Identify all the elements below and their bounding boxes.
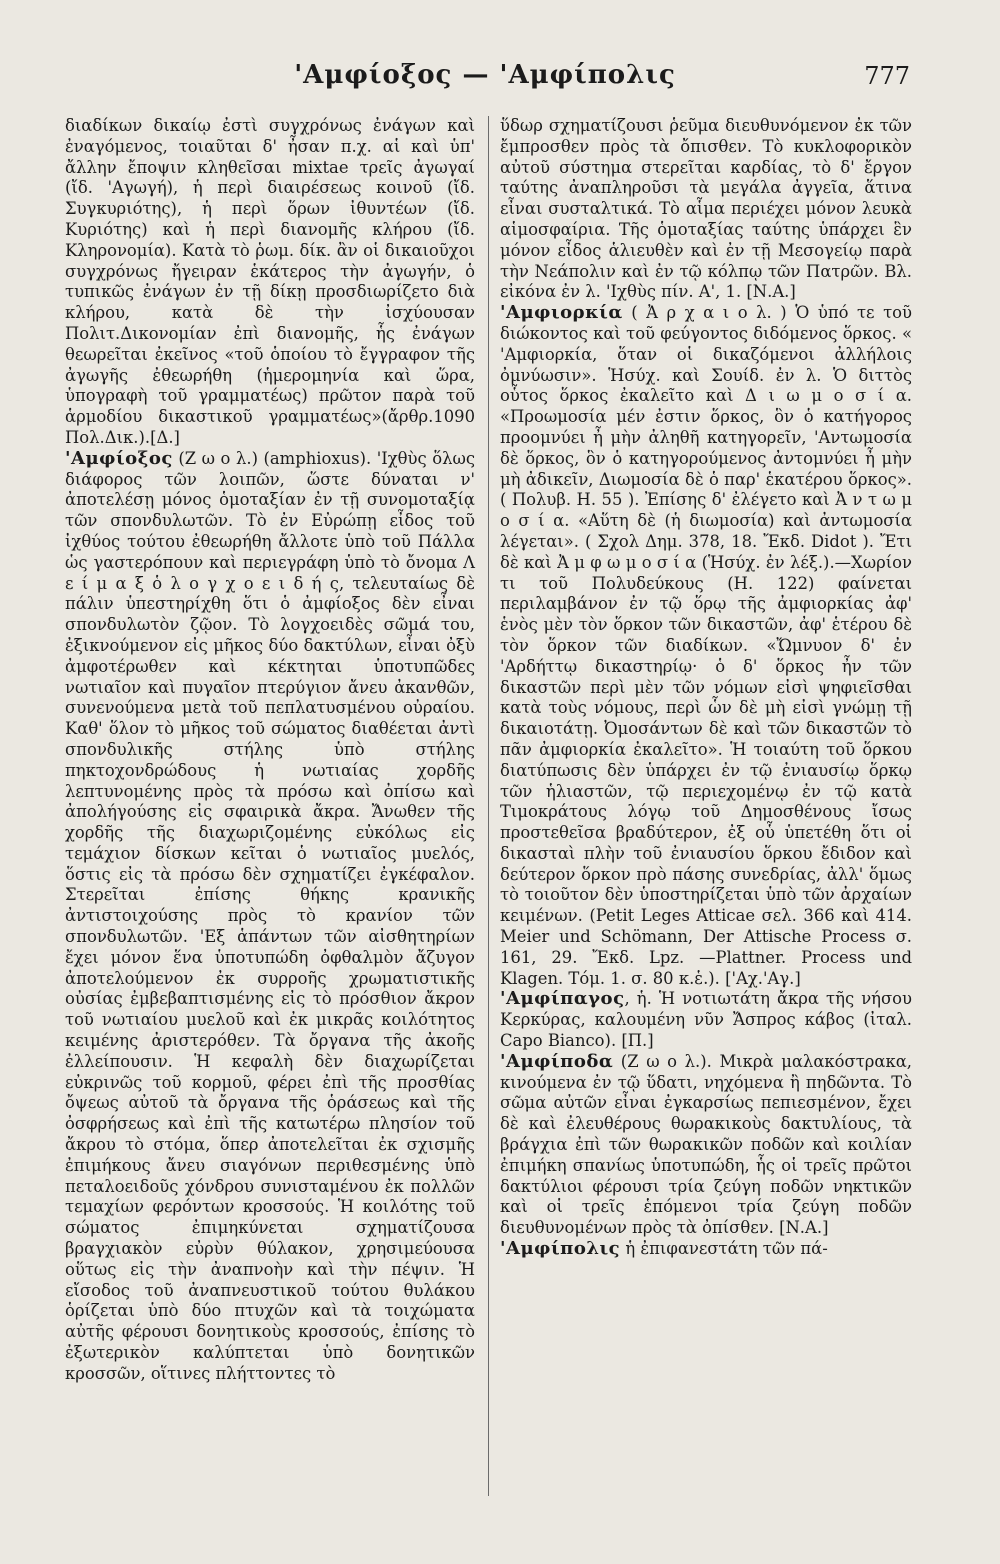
entry-text: διαδίκων δικαίῳ ἐστὶ συγχρόνως ἐνάγων καὶ ἐναγόμενος, τοιαῦται δ' ἦσαν π.χ. αἱ καὶ ὑπ' ἄλλην ἔποψιν κληθεῖσαι mixtae τρεῖς ἀγωγαί (ἴδ. 'Αγωγή), ἡ περὶ διαιρέσεως κοινοῦ (ἴδ. Συγκυριότης), ἡ περὶ ὅρων ἰθυντέων (ἴδ. Κυριότης) καὶ ἡ περὶ διανομῆς κλήρου (ἴδ. Κληρονομία). Κατὰ τὸ ῥωμ. δίκ. ἂν οἱ δικαιοῦχοι συγχρόνως ἤγειραν ἑκάτερος τὴν ἀγωγήν, ὁ τυπικῶς ἐνάγων ἐν τῇ δίκῃ προσδιωρίζετο διὰ κλήρου, κατὰ δὲ τὴν ἰσχύουσαν Πολιτ.Δικονομίαν ἐπὶ διανομῆς, ἧς ἐνάγων θεωρεῖται ἐκεῖνος «τοῦ ὁποίου τὸ ἔγγραφον τῆς ἀγωγῆς ἐθεωρήθη (ἡμερομηνία καὶ ὥρα, ὑπογραφὴ τοῦ γραμματέως) πρῶτον παρὰ τοῦ ἁρμοδίου δικαστικοῦ γραμματέως»(ἄρθρ.1090 Πολ.Δικ.).[Δ.] [65,116,475,447]
entry-lemma: 'Αμφίοξος [65,447,173,469]
page-number: 777 [864,62,910,90]
entry-lemma: 'Αμφίπολις [500,1238,621,1260]
entry-text: (Ζ ω ο λ.) (amphioxus). 'Ιχθὺς ὅλως διάφορος τῶν λοιπῶν, ὥστε δύναται ν' ἀποτελέσῃ μόνος ὁμοταξίαν ἐν τῇ συνομοταξίᾳ τῶν σπονδυλωτῶν. Τὸ ἐν Εὐρώπῃ εἶδος τοῦ ἰχθύος τούτου ἐθεωρήθη ἄλλοτε ὑπὸ τοῦ Πάλλα ὡς γαστερόπουν καὶ περιεγράφη ὑπὸ τὸ ὄνομα Λ ε ί μ α ξ ὁ λ ο γ χ ο ε ι δ ή ς, τελευταίως δὲ πάλιν ὑπεστηρίχθη ὅτι ὁ ἀμφίοξος δὲν εἶναι σπονδυλωτὸν ζῷον. Τὸ λογχοειδὲς σῶμά του, ἐξικνούμενον εἰς μῆκος δύο δακτύλων, εἶναι ὀξὺ ἀμφοτέρωθεν καὶ κέκτηται ὑποτυπῶδες νωτιαῖον καὶ πυγαῖον πτερύγιον ἄνευ ἀκανθῶν, συνενούμενα μετὰ τοῦ πεπλατυσμένου οὐραίου. Καθ' ὅλον τὸ μῆκος τοῦ σώματος διαθέεται ἀντὶ σπονδυλικῆς στήλης ὑπὸ στήλης πηκτοχονδρώδους ἡ νωτιαίας χορδῆς λεπτυνομένης πρὸς τὰ πρόσω καὶ ὀπίσω καὶ ἀπολήγούσης εἰς σφαιρικὰ ἄκρα. Ἄνωθεν τῆς χορδῆς τῆς διαχωριζομένης εὐκόλως εἰς τεμάχιον δίσκων κεῖται ὁ νωτιαῖος μυελός, ὅστις εἰς τὰ πρόσω δὲν σχηματίζει ἐγκέφαλον. Στερεῖται ἐπίσης θήκης κρανικῆς ἀντιστοιχούσης πρὸς τὸ κρανίον τῶν σπονδυλωτῶν. 'Εξ ἁπάντων τῶν αἰσθητηρίων ἔχει μόνον ἕνα ὑποτυπώδη ὀφθαλμὸν ἄζυγον ἀποτελούμενον ἐκ συρροῆς χρωματιστικῆς οὐσίας ἐμβεβαπτισμένης εἰς τὸ πρόσθιον ἄκρον τοῦ νωτιαίου μυελοῦ καὶ ἐκ μικρᾶς κοιλότητος κειμένης ἀριστερόθεν. Τὰ ὄργανα τῆς ἀκοῆς ἐλλείπουσιν. Ἡ κεφαλὴ δὲν διαχωρίζεται εὐκρινῶς τοῦ κορμοῦ, φέρει ἐπὶ τῆς προσθίας ὄψεως αὐτοῦ τὰ ὄργανα τῆς ὁράσεως καὶ τῆς ὀσφρήσεως καὶ ἐπὶ τῆς κατωτέρω πλησίον τοῦ ἄκρου τὸ στόμα, ὅπερ ἀποτελεῖται ἐκ σχισμῆς ἐπιμήκους ἄνευ σιαγόνων περιθεσμένης ὑπὸ πεταλοειδοῦς χόνδρου συνισταμένου ἐκ πολλῶν τεμαχίων φερόντων κροσσούς. Ἡ κοιλότης τοῦ σώματος ἐπιμηκύνεται σχηματίζουσα βραγχιακὸν εὐρὺν θύλακον, χρησιμεύουσα οὕτως εἰς τὴν ἀναπνοὴν καὶ τὴν πέψιν. Ἡ εἴσοδος τοῦ ἀναπνευστικοῦ τούτου θυλάκου ὁρίζεται ὑπὸ δύο πτυχῶν καὶ τὰ τοιχώματα αὐτῆς φέρουσι δονητικοὺς κροσσούς, ἐπίσης τὸ ἐξωτερικὸν καλύπτεται ὑπὸ δονητικῶν κροσσῶν, οἵτινες πλήττοντες τὸ [65,448,475,1383]
entry-text: ἡ ἐπιφανεστάτη τῶν πά- [620,1239,828,1259]
entry-amphipoda [500,1052,912,1239]
entry-continuation [500,116,912,303]
entry-amphipolis [500,1239,912,1260]
entry-text: ὕδωρ σχηματίζουσι ῥεῦμα διευθυνόμενον ἐκ τῶν ἔμπροσθεν πρὸς τὰ ὄπισθεν. Τὸ κυκλοφορικὸν αὐτοῦ σύστημα στερεῖται καρδίας, τὸ δ' ἔργον ταύτης ἀναπληροῦσι τὰ μεγάλα ἀγγεῖα, ἅτινα εἶναι συσταλτικά. Τὸ αἷμα περιέχει μόνον λευκὰ αἱμοσφαίρια. Τῆς ὁμοταξίας ταύτης ὑπάρχει ἓν μόνον εἶδος ἁλιευθὲν καὶ ἐν τῇ Μεσογείῳ παρὰ τὴν Νεάπολιν καὶ ἐν τῷ κόλπῳ τῶν Πατρῶν. Βλ. εἰκόνα ἐν λ. 'Ιχθὺς πίν. Α', 1. [Ν.Α.] [500,116,912,302]
entry-text: , ἡ. Ἡ νοτιωτάτη ἄκρα τῆς νήσου Κερκύρας, καλουμένη νῦν Ἄσπρος κάβος (ἰταλ. Capo Bianco). [Π.] [500,989,912,1051]
entry-lemma: 'Αμφίποδα [500,1050,614,1072]
left-column [65,116,475,1385]
right-column [500,116,912,1260]
entry-lemma: 'Αμφίπαγος [500,988,625,1010]
entry-text: ( Ἀ ρ χ α ι ο λ. ) Ὁ ὑπό τε τοῦ διώκοντος καὶ τοῦ φεύγοντος διδόμενος ὅρκος. « 'Αμφιορκία, ὅταν οἱ δικαζόμενοι ἀλλήλοις ὀμνύωσιν». Ἡσύχ. καὶ Σουίδ. ἐν λ. Ὁ διττὸς οὗτος ὅρκος ἐκαλεῖτο καὶ Δ ι ω μ ο σ ί α. «Προωμοσία μέν ἐστιν ὅρκος, ὃν ὁ κατήγορος προομνύει ἦ μὴν ἀληθῆ κατηγορεῖν, 'Αντωμοσία δὲ ὅρκος, ὃν ὁ κατηγορούμενος ἀντομνύει ἦ μὴν μὴ ἀδικεῖν, Διωμοσία δὲ ὁ παρ' ἑκατέρου ὅρκος». ( Πολυβ. Η. 55 ). Ἐπίσης δ' ἐλέγετο καὶ Ἀ ν τ ω μ ο σ ί α. «Αὕτη δὲ (ἡ διωμοσία) καὶ ἀντωμοσία λέγεται». ( Σχολ Δημ. 378, 18. Ἔκδ. Didot ). Ἔτι δὲ καὶ Ἀ μ φ ω μ ο σ ί α (Ἡσύχ. ἐν λέξ.).—Χωρίον τι τοῦ Πολυδεύκους (Η. 122) φαίνεται περιλαμβάνον ἐν τῷ ὅρῳ τῆς ἀμφιορκίας ἀφ' ἑνὸς μὲν τὸν ὅρκον τῶν δικαστῶν, ἀφ' ἑτέρου δὲ τὸν ὅρκον τῶν διαδίκων. «Ὤμνυον δ' ἐν 'Αρδήττῳ δικαστηρίῳ· ὁ δ' ὅρκος ἦν τῶν δικαστῶν περὶ μὲν τῶν νόμων εἰσὶ ψηφιεῖσθαι κατὰ τοὺς νόμους, περὶ ὧν δὲ μὴ εἰσὶ γνώμῃ τῇ δικαιοτάτῃ. Ὀμοσάντων δὲ καὶ τῶν δικαστῶν τὸ πᾶν ἀμφιορκία ἐκαλεῖτο». Ἡ τοιαύτη τοῦ ὅρκου διατύπωσις δὲν ὑπάρχει ἐν τῷ ἐνιαυσίῳ ὅρκῳ τῶν ἡλιαστῶν, τῷ περιεχομένῳ ἐν τῷ κατὰ Τιμοκράτους λόγῳ τοῦ Δημοσθένους ἴσως προστεθεῖσα βραδύτερον, ἐξ οὗ ὑπετέθη ὅτι οἱ δικασταὶ πλὴν τοῦ ἐνιαυσίου ὅρκου ἔδιδον καὶ δεύτερον ὅρκον πρὸ πάσης συνεδρίας, ἀλλ' ὅμως τὸ τοιοῦτον δὲν ὑποστηρίζεται ὑπὸ τῶν ἀρχαίων κειμένων. (Petit Leges Atticae σελ. 366 καὶ 414. Meier und Schömann, Der Attische Process σ. 161, 29. Ἔκδ. Lpz. —Plattner. Process und Klagen. Τόμ. 1. σ. 80 κ.ἑ.). ['Αχ.'Αγ.] [500,303,912,988]
entry-amphipagos [500,989,912,1051]
column-divider [488,116,489,1496]
entry-amphioxus [65,449,475,1385]
entry-continuation [65,116,475,449]
page-header [60,60,910,100]
entry-text: (Ζ ω ο λ.). Μικρὰ μαλακόστρακα, κινούμενα ἐν τῷ ὕδατι, νηχόμενα ἢ πηδῶντα. Τὸ σῶμα αὐτῶν εἶναι ἐγκαρσίως πεπιεσμένον, ἔχει δὲ καὶ ἐλευθέρους θωρακικοὺς δακτυλίους, τὰ βράγχια ἐπὶ τῶν θωρακικῶν ποδῶν καὶ κοιλίαν ἐπιμήκη σπανίως ὑποτυπώδη, ἧς οἱ τρεῖς πρῶτοι δακτύλιοι φέρουσι τρία ζεύγη ποδῶν νηκτικῶν καὶ οἱ τρεῖς ἑπόμενοι τρία ζεύγη ποδῶν διευθυνομένων πρὸς τὰ ὀπίσθεν. [Ν.Α.] [500,1051,912,1238]
running-title: 'Αμφίοξος — 'Αμφίπολις [294,60,676,90]
entry-amphiorkia [500,303,912,989]
entry-lemma: 'Αμφιορκία [500,302,623,324]
